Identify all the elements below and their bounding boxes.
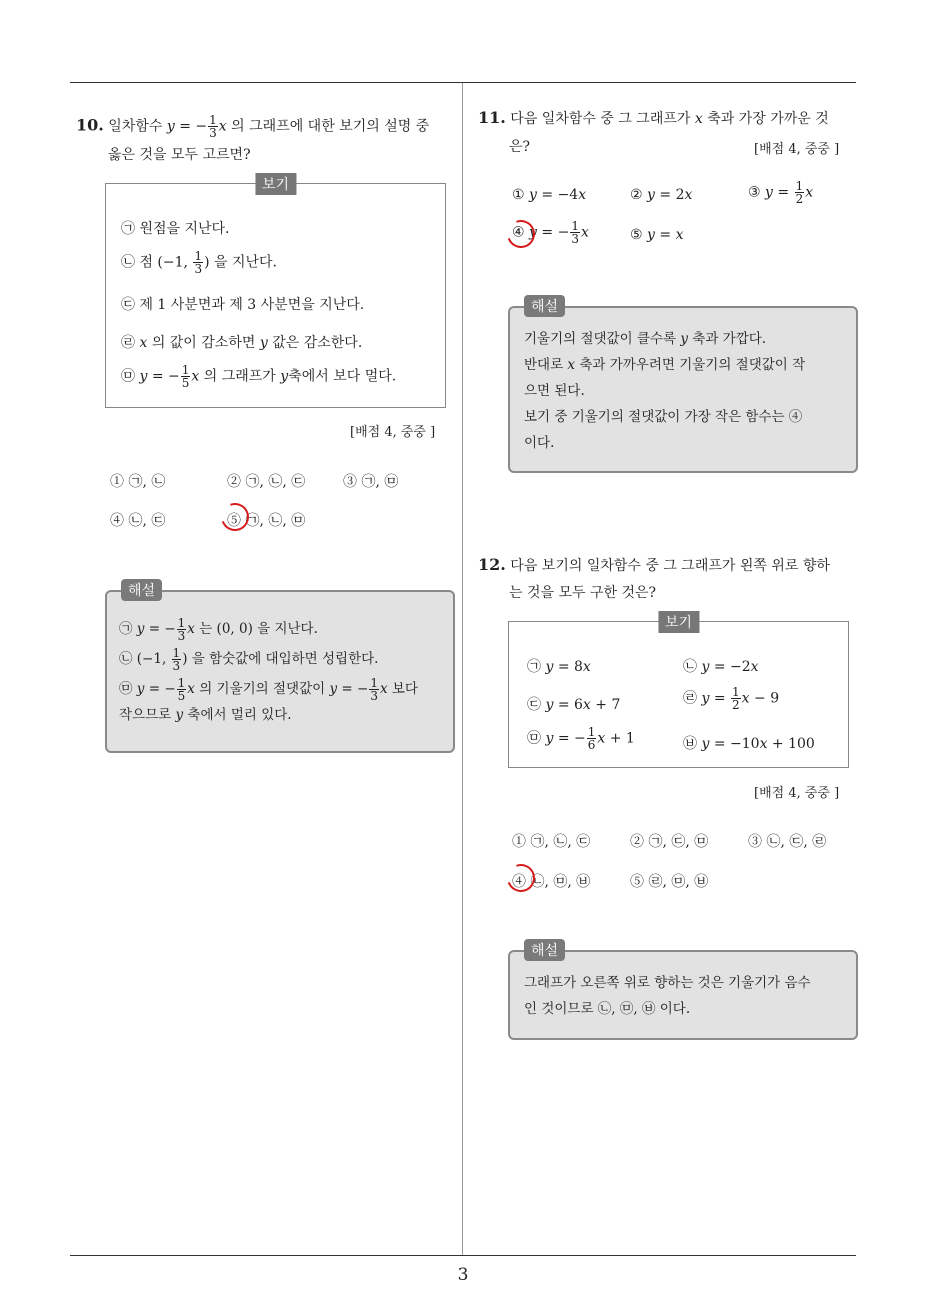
q11-choice-3[interactable]: ③ y = $\frac{1}{2}$ x (748, 179, 814, 206)
q12-item-3: ㉢ y = 6x + 7 (527, 697, 621, 713)
q10-item-2: ㉡ 점 (−1, $\frac{1}{3}$ ) 을 지난다. (121, 249, 277, 276)
answer-circle-mark (502, 859, 539, 896)
question-11-stem: 11. 다음 일차함수 중 그 그래프가 x 축과 가장 가까운 것 (478, 108, 829, 127)
bogi-title: 보기 (255, 173, 296, 195)
q11-choice-2[interactable]: ② y = 2x (630, 187, 693, 203)
explanation-title: 해설 (524, 939, 565, 961)
q11-choice-1[interactable]: ① y = −4x (512, 187, 587, 203)
question-12-stem-2: 는 것을 모두 구한 것은? (509, 585, 657, 601)
q12-choice-5[interactable]: ⑤ ㉣, ㉤, ㉥ (630, 874, 709, 890)
q11-choice-5[interactable]: ⑤ y = x (630, 227, 684, 243)
bogi-title: 보기 (658, 611, 699, 633)
q10-choice-1[interactable]: ① ㉠, ㉡ (110, 474, 166, 490)
q10-explanation-box (105, 583, 455, 753)
question-12-stem: 12. 다음 보기의 일차함수 중 그 그래프가 왼쪽 위로 향하 (478, 555, 830, 574)
q10-item-5: ㉤ y = − $\frac{1}{5}$ x 의 그래프가 y축에서 보다 멀다. (121, 363, 397, 390)
q12-explanation-box (508, 943, 858, 1040)
top-rule (70, 82, 856, 83)
q11-explanation-box (508, 299, 858, 473)
q10-bogi-box (105, 177, 446, 408)
q10-choice-2[interactable]: ② ㉠, ㉡, ㉢ (227, 474, 306, 490)
q10-item-4: ㉣ x 의 값이 감소하면 y 값은 감소한다. (121, 335, 363, 351)
question-10-stem: 10. 일차함수 y = − $\frac{1}{3}$ x 의 그래프에 대한 보기의 설명 중 (76, 113, 430, 140)
q12-item-6: ㉥ y = −10x + 100 (683, 736, 815, 752)
q10-choice-4[interactable]: ④ ㉡, ㉢ (110, 513, 166, 529)
q12-item-2: ㉡ y = −2x (683, 659, 759, 675)
question-11-stem-2: 은? (509, 139, 531, 155)
question-number: 11. (478, 108, 506, 127)
answer-circle-mark (216, 498, 253, 535)
q10-item-1: ㉠ 원점을 지난다. (121, 221, 230, 237)
q12-item-5: ㉤ y = − $\frac{1}{6}$ x + 1 (527, 725, 635, 752)
q12-choice-4[interactable]: ④ ㉡, ㉤, ㉥ (512, 874, 591, 890)
question-number: 12. (478, 555, 506, 574)
q12-choice-2[interactable]: ② ㉠, ㉢, ㉤ (630, 834, 709, 850)
bottom-rule (70, 1255, 856, 1256)
q12-score: [배점 4, 중중 ] (754, 786, 840, 801)
q12-explanation-text: 그래프가 오른쪽 위로 향하는 것은 기울기가 음수 인 것이므로 ㉡, ㉤, ㉥ 이다. (524, 975, 811, 1017)
q11-choice-4[interactable]: ④ y = − $\frac{1}{3}$ x (512, 219, 589, 246)
q12-choice-1[interactable]: ① ㉠, ㉡, ㉢ (512, 834, 591, 850)
question-10-stem-2: 옳은 것을 모두 고르면? (108, 147, 251, 163)
q10-item-3: ㉢ 제 1 사분면과 제 3 사분면을 지난다. (121, 297, 365, 313)
q11-score: [배점 4, 중중 ] (754, 142, 840, 157)
q10-choice-3[interactable]: ③ ㉠, ㉤ (343, 474, 399, 490)
explanation-title: 해설 (121, 579, 162, 601)
q11-explanation-text: 기울기의 절댓값이 클수록 y 축과 가깝다. 반대로 x 축과 가까우려면 기울기의 절댓값이 작 으면 된다. 보기 중 기울기의 절댓값이 가장 작은 함수는 ④ 이다. (524, 331, 806, 451)
page-number: 3 (457, 1265, 469, 1285)
q10-choice-5[interactable]: ⑤ ㉠, ㉡, ㉤ (227, 513, 306, 529)
explanation-title: 해설 (524, 295, 565, 317)
q10-score: [배점 4, 중중 ] (350, 425, 436, 440)
column-divider (462, 83, 463, 1255)
question-number: 10. (76, 115, 104, 135)
q10-explanation-text: ㉠ y = − $\frac{1}{3}$ x 는 (0, 0) 을 지난다. ㉡ (−1, $\frac{1}{3}$ ) 을 함숫값에 대입하면 성립한다. ㉤ y = − $\frac{1}{5}$ x 의 기울기의 절댓값이 y = − $\frac{1}{3}$ x 보다 작으므로 y 축에서 멀리 있다. (119, 616, 418, 723)
q12-item-4: ㉣ y = $\frac{1}{2}$ x − 9 (683, 685, 780, 712)
q12-choice-3[interactable]: ③ ㉡, ㉢, ㉣ (748, 834, 827, 850)
q12-bogi-box (508, 615, 849, 768)
q12-item-1: ㉠ y = 8x (527, 659, 591, 675)
